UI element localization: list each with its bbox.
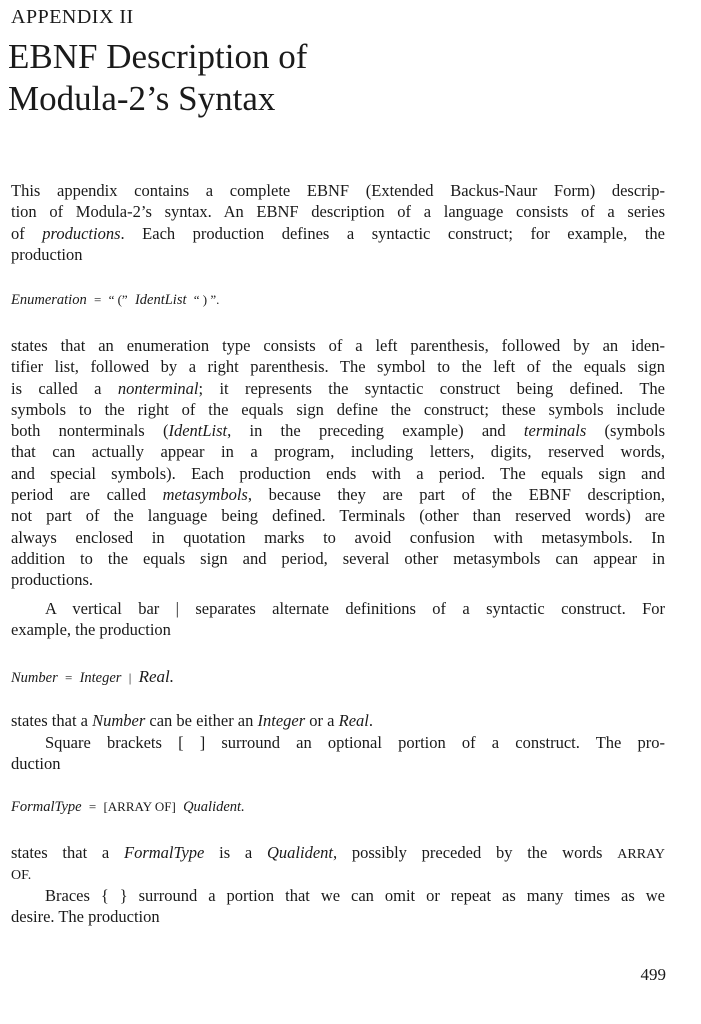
chapter-title [8,36,608,120]
text-line: duction [11,754,61,774]
paragraph-square-brackets [11,732,665,775]
text-line: Braces { } surround a portion that we can omit or repeat as many times as we [45,886,665,905]
text-line: states that a FormalType is a Qualident, possibly preceded by the words ARRAY [11,843,665,862]
title-line-2: Modula-2’s Syntax [8,79,276,118]
text-line: example, the production [11,620,171,640]
text-line: productions. [11,570,94,590]
text-line: states that a Number can be either an Integer or a Real. [11,711,373,730]
text-line: desire. The production [11,907,160,927]
appendix-label: APPENDIX II [11,6,134,28]
text-line: symbols to the right of the equals sign define the construct; these symbols include [11,399,665,419]
text-line: not part of the language being defined. Terminals (other than reserved words) are [11,506,665,526]
term-productions: productions [42,223,121,243]
text-line: that can actually appear in a program, including letters, digits, reserved words, [11,442,665,462]
paragraph-vertical-bar [11,598,665,641]
production-number: Number = Integer | Real. [11,667,174,686]
text-line: and special symbols). Each production ends with a period. The equals sign and [11,463,665,483]
page-number: 499 [640,965,666,984]
text-line: Square brackets [ ] surround an optional portion of a construct. The pro- [45,733,665,752]
text-line: tifier list, followed by a right parenthesis. The symbol to the left of the equals sign [11,357,665,377]
text-line: This appendix contains a complete EBNF (Extended Backus-Naur Form) descrip- [11,181,665,200]
text-line: both nonterminals (IdentList, in the preceding example) and terminals (symbols [11,421,665,441]
text-line: addition to the equals sign and period, several other metasymbols can appear in [11,548,665,568]
paragraph-braces [11,885,665,928]
paragraph-formaltype-explanation [11,842,665,887]
paragraph-intro [11,180,665,265]
production-enumeration: Enumeration = “ (” IdentList “ ) ”. [11,292,220,308]
text-line: states that an enumeration type consists of a left parenthesis, followed by an iden- [11,336,665,355]
production-formaltype: FormalType = [ARRAY OF] Qualident. [11,799,245,815]
text-line: tion of Modula-2’s syntax. An EBNF description of a language consists of a series [11,202,665,222]
paragraph-explanation [11,335,665,591]
text-line: of productions. Each production defines a syntactic construct; for example, the [11,223,665,243]
text-line: production [11,244,83,264]
text-line: OF. [11,868,32,884]
text-line: period are called metasymbols, because they are part of the EBNF description, [11,485,665,505]
text-line: is called a nonterminal; it represents the syntactic construct being defined. The [11,378,665,398]
text-line: always enclosed in quotation marks to avoid confusion with metasymbols. In [11,527,665,547]
paragraph-number-explanation [11,710,665,731]
title-line-1: EBNF Description of [8,37,308,76]
text-line: A vertical bar | separates alternate definitions of a syntactic construct. For [45,599,665,618]
